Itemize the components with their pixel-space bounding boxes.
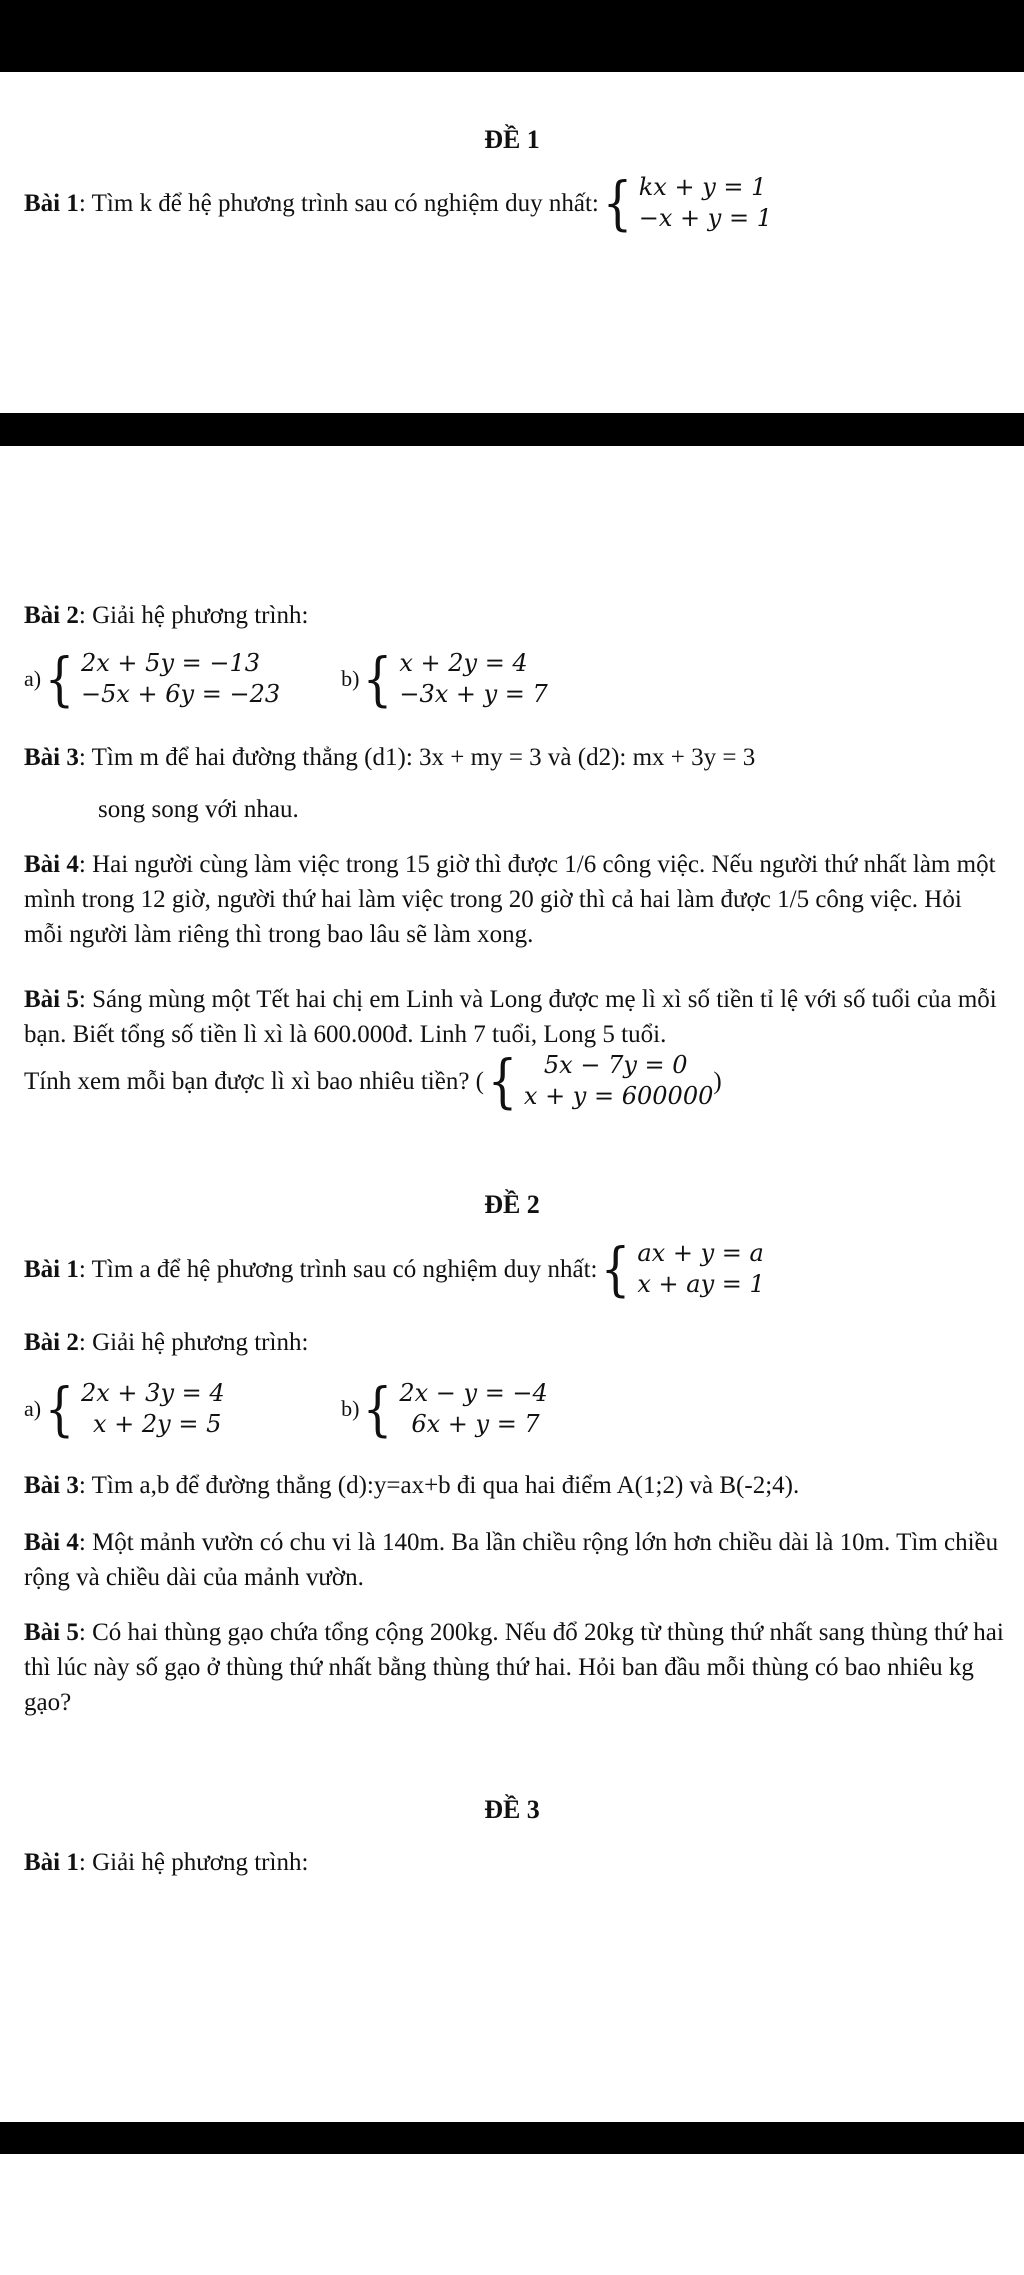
de1-bai2a-system (41, 645, 341, 713)
equation-line: x + 2y = 4 (399, 649, 528, 677)
de1-bai5-text: : Sáng mùng một Tết hai chị em Linh và Long được mẹ lì xì số tiền tỉ lệ với số tuổi của mỗi bạn. Biết tổng số tiền lì xì là 600.000đ. Linh 7 tuổi, Long 5 tuổi. (24, 986, 997, 1048)
close-paren: ) (713, 1067, 722, 1095)
equation-line: 5x − 7y = 0 (543, 1051, 688, 1079)
brace-icon: { (363, 645, 393, 713)
de2-bai4 (24, 1525, 1004, 1595)
brace-icon: { (44, 645, 75, 713)
de2-bai2 (24, 1325, 1004, 1360)
brace-icon: { (601, 1235, 631, 1303)
de1-bai2-systems (24, 645, 1004, 713)
equation-line: 2x − y = −4 (399, 1379, 548, 1407)
de1-bai5-system (484, 1047, 714, 1115)
page-divider-bar (0, 413, 1024, 446)
de3-bai1-label: Bài 1 (24, 1849, 79, 1876)
de2-bai4-label: Bài 4 (24, 1529, 79, 1556)
brace-icon: { (363, 1375, 393, 1443)
question-text: Tính xem mỗi bạn được lì xì bao nhiêu tiền? ( (24, 1067, 484, 1095)
de3-bai1-text: : Giải hệ phương trình: (78, 1849, 309, 1876)
de1-bai1 (24, 169, 1004, 237)
equation-line: −x + y = 1 (638, 204, 772, 232)
de1-bai1-system (599, 169, 772, 237)
de2-bai5-label: Bài 5 (24, 1619, 79, 1646)
de2-bai1-text: : Tìm a để hệ phương trình sau có nghiệm duy nhất: (78, 1255, 598, 1283)
part-a-label: a) (24, 1396, 42, 1421)
de2-bai4-text: : Một mảnh vườn có chu vi là 140m. Ba lần chiều rộng lớn hơn chiều dài là 10m. Tìm chiều rộng và chiều dài của mảnh vườn. (24, 1529, 999, 1591)
equation-line: x + 2y = 5 (93, 1410, 222, 1438)
brace-icon: { (602, 169, 633, 237)
de3-heading: ĐỀ 3 (484, 1795, 540, 1824)
equation-line: ax + y = a (637, 1239, 764, 1267)
de1-bai4-label: Bài 4 (24, 851, 79, 878)
de1-bai3-label: Bài 3 (24, 744, 79, 771)
de1-bai2b-system (359, 645, 548, 713)
equation-line: x + ay = 1 (637, 1270, 765, 1298)
de1-bai5-label: Bài 5 (24, 986, 79, 1013)
part-b-label: b) (341, 1396, 360, 1421)
de1-bai5 (24, 982, 1004, 1052)
de2-bai1 (24, 1235, 1004, 1303)
de2-bai2-text: : Giải hệ phương trình: (78, 1329, 309, 1356)
de2-bai3-text: : Tìm a,b để đường thẳng (d):y=ax+b đi qua hai điểm A(1;2) và B(-2;4). (78, 1472, 800, 1499)
de1-heading: ĐỀ 1 (484, 125, 540, 154)
de1-bai3-cont: song song với nhau. (98, 796, 299, 823)
de2-bai1-system (597, 1235, 765, 1303)
top-black-bar (0, 0, 1024, 72)
de2-bai1-label: Bài 1 (24, 1255, 79, 1283)
equation-line: −5x + 6y = −23 (81, 680, 281, 708)
de2-bai2-systems (24, 1375, 1004, 1443)
de1-bai2-text: : Giải hệ phương trình: (78, 602, 309, 629)
equation-line: 2x + 3y = 4 (81, 1379, 225, 1407)
de2-bai2a-system (41, 1375, 341, 1443)
de1-bai4 (24, 847, 1004, 952)
de2-bai5-text: : Có hai thùng gạo chứa tổng cộng 200kg. Nếu đổ 20kg từ thùng thứ nhất sang thùng thứ hai thì lúc này số gạo ở thùng thứ nhất bằng thùng thứ hai. Hỏi ban đầu mỗi thùng có bao nhiêu kg gạo? (24, 1619, 1004, 1716)
de2-bai2b-system (359, 1375, 548, 1443)
de2-bai3 (24, 1468, 1004, 1503)
de1-bai4-text: : Hai người cùng làm việc trong 15 giờ thì được 1/6 công việc. Nếu người thứ nhất làm một mình trong 12 giờ, người thứ hai làm việc trong 20 giờ thì cả hai làm được 1/5 công việc. Hỏi mỗi người làm riêng thì trong bao lâu sẽ làm xong. (24, 851, 996, 948)
de1-bai1-label: Bài 1 (24, 189, 79, 217)
bottom-black-bar (0, 2122, 1024, 2154)
equation-line: kx + y = 1 (638, 173, 767, 201)
equation-line: 6x + y = 7 (411, 1410, 540, 1438)
de3-bai1 (24, 1845, 1004, 1880)
de1-bai5-question (24, 1047, 1004, 1115)
equation-line: −3x + y = 7 (399, 680, 548, 708)
equation-line: x + y = 600000 (523, 1082, 714, 1110)
de2-bai3-label: Bài 3 (24, 1472, 79, 1499)
brace-icon: { (487, 1047, 518, 1115)
de1-bai2-label: Bài 2 (24, 602, 79, 629)
part-a-label: a) (24, 666, 42, 691)
de2-heading: ĐỀ 2 (484, 1190, 540, 1219)
de1-bai1-text: : Tìm k để hệ phương trình sau có nghiệm duy nhất: (78, 189, 599, 217)
de1-bai3-text: : Tìm m để hai đường thẳng (d1): 3x + my = 3 và (d2): mx + 3y = 3 (78, 744, 756, 771)
brace-icon: { (44, 1375, 75, 1443)
de1-bai2 (24, 598, 1004, 633)
de1-bai3 (24, 740, 1004, 775)
part-b-label: b) (341, 666, 360, 691)
de2-bai2-label: Bài 2 (24, 1329, 79, 1356)
equation-line: 2x + 5y = −13 (81, 649, 261, 677)
de2-bai5 (24, 1615, 1004, 1720)
